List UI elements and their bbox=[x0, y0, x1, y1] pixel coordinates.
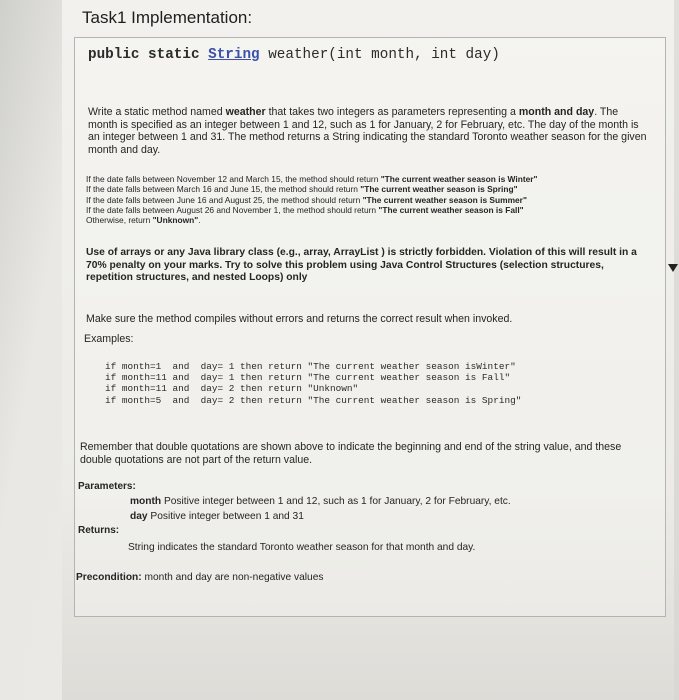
season-rules bbox=[86, 174, 646, 225]
season-rule bbox=[86, 174, 646, 184]
restriction-notice: Use of arrays or any Java library class (e.g., array, ArrayList ) is strictly forbidden. Violation of this will result in a 70% penalty on your marks. Try to solve this problem using Java Control Structures (selection structures, repetition structures, and nested Loops) only bbox=[86, 247, 637, 284]
task-title: Task1 Implementation: bbox=[82, 8, 253, 27]
season-rule bbox=[86, 184, 646, 194]
parameter-desc: Positive integer between 1 and 31 bbox=[147, 510, 304, 522]
rule-return-value: "The current weather season is Summer" bbox=[362, 194, 527, 205]
rule-condition: If the date falls between March 16 and June 15, the method should return bbox=[86, 184, 361, 195]
rule-condition: If the date falls between August 26 and November 1, the method should return bbox=[86, 204, 379, 215]
returns-text: String indicates the standard Toronto weather season for that month and day. bbox=[128, 542, 476, 553]
season-rule bbox=[86, 205, 646, 215]
rule-return-value: "Unknown" bbox=[152, 215, 199, 226]
rule-suffix: . bbox=[198, 215, 201, 226]
compile-note: Make sure the method compiles without errors and returns the correct result when invoked. bbox=[86, 313, 513, 325]
rule-condition: If the date falls between November 12 and March 15, the method should return bbox=[86, 174, 381, 184]
description-segment: . The month is specified as an integer between 1 and 12, such as 1 for January, 2 for February, etc. The day of the month is an integer between 1 and 31. The method returns a String indicating the standard Toronto weather season for the given month and day. bbox=[88, 106, 647, 156]
parameter-name: month bbox=[130, 496, 162, 507]
quote-note: Remember that double quotations are shown above to indicate the beginning and end of the string value, and these double quotations are not part of the return value. bbox=[80, 441, 622, 466]
parameter-desc: Positive integer between 1 and 12, such as 1 for January, 2 for February, etc. bbox=[161, 496, 511, 507]
parameters-list bbox=[130, 496, 640, 525]
example-line: if month=1 and day= 1 then return "The current weather season isWinter" bbox=[105, 361, 516, 372]
method-signature bbox=[88, 47, 500, 63]
example-line: if month=5 and day= 2 then return "The current weather season is Spring" bbox=[105, 394, 522, 406]
parameter-item bbox=[130, 496, 640, 509]
description-segment: weather bbox=[225, 106, 266, 118]
method-description bbox=[88, 106, 648, 156]
precondition bbox=[76, 572, 636, 585]
examples-label: Examples: bbox=[84, 333, 134, 345]
season-rule bbox=[86, 215, 646, 225]
rule-return-value: "The current weather season is Fall" bbox=[378, 204, 524, 215]
precondition-text: month and day are non-negative values bbox=[144, 572, 324, 583]
returns-label: Returns: bbox=[78, 525, 120, 536]
signature-return-type: String bbox=[208, 47, 260, 63]
description-segment: that takes two integers as parameters representing a bbox=[265, 106, 519, 118]
description-segment: Write a static method named bbox=[88, 106, 226, 118]
example-line: if month=11 and day= 2 then return "Unknown" bbox=[105, 383, 359, 395]
example-line: if month=11 and day= 1 then return "The current weather season is Fall" bbox=[105, 372, 511, 384]
signature-keywords: public static bbox=[88, 47, 200, 63]
rule-condition: If the date falls between June 16 and August 25, the method should return bbox=[86, 194, 363, 205]
rule-condition: Otherwise, return bbox=[86, 215, 153, 226]
parameters-label: Parameters: bbox=[78, 481, 136, 492]
parameter-name: day bbox=[130, 510, 148, 522]
signature-name-params: weather(int month, int day) bbox=[268, 47, 500, 63]
rule-return-value: "The current weather season is Spring" bbox=[360, 184, 518, 195]
mouse-cursor-icon bbox=[668, 264, 678, 272]
parameter-item bbox=[130, 511, 640, 524]
precondition-label: Precondition: bbox=[76, 572, 142, 583]
description-segment: month and day bbox=[518, 106, 595, 118]
season-rule bbox=[86, 195, 646, 205]
examples-code bbox=[105, 361, 521, 406]
rule-return-value: "The current weather season is Winter" bbox=[380, 174, 538, 184]
